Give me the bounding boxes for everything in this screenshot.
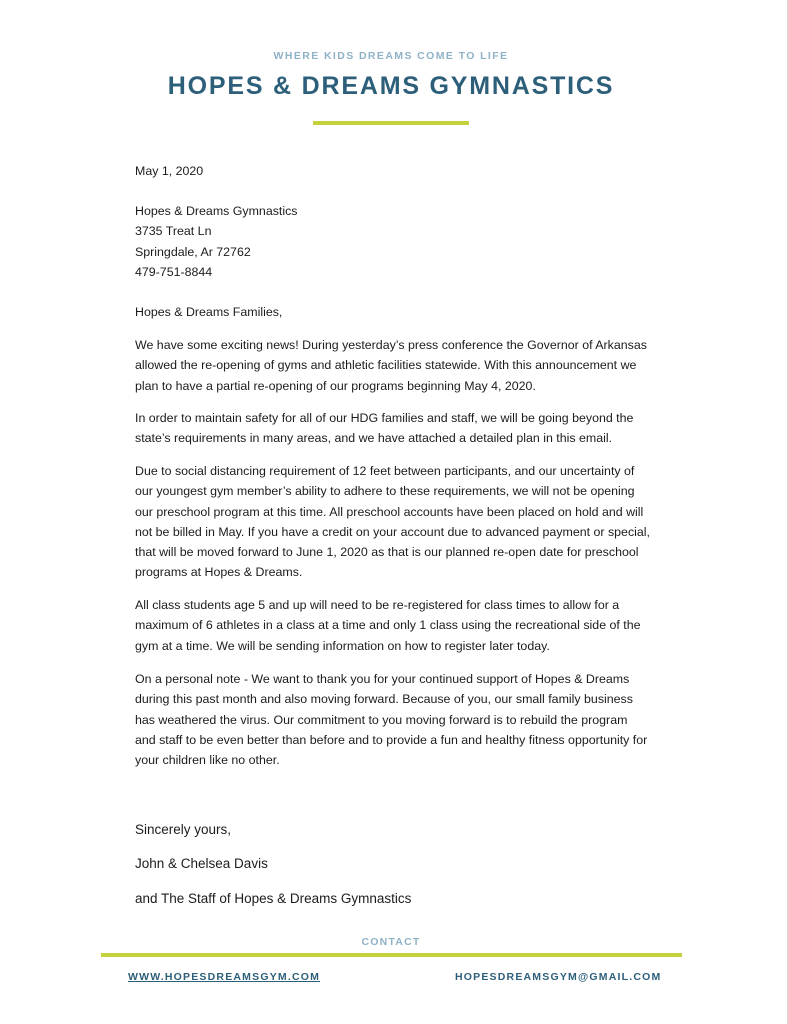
footer-accent-bar	[101, 953, 682, 957]
body-paragraph: All class students age 5 and up will need to be re-registered for class times to allow for a maximum of 6 athletes in a class at a time and only 1 class using the recreational side of the gym at a time. We will be sending information on how to register later today.	[135, 598, 641, 653]
website-link[interactable]: WWW.HOPESDREAMSGYM.COM	[128, 971, 321, 983]
body-paragraph: We have some exciting news! During yesterday’s press conference the Governor of Arkansas allowed the re-opening of gyms and athletic facilities statewide. With this announcement we plan to have a partial re-opening of our programs beginning May 4, 2020.	[135, 338, 647, 393]
body-paragraph: Due to social distancing requirement of 12 feet between participants, and our uncertainty of our youngest gym member’s ability to adhere to these requirements, we will not be opening our preschool program at this time. All preschool accounts have been placed on hold and will not be billed in May. If you have a credit on your account due to advanced payment or special, that will be moved forward to June 1, 2020 as that is our planned re-open date for preschool programs at Hopes & Dreams.	[135, 464, 650, 580]
address-line-name: Hopes & Dreams Gymnastics	[135, 204, 298, 218]
address-line-street: 3735 Treat Ln	[135, 224, 212, 239]
body-paragraph: On a personal note - We want to thank you for your continued support of Hopes & Dreams during this past month and also moving forward. Because of you, our small family business has weathered the virus. Our commitment to you moving forward is to rebuild the program and staff to be even better than before and to provide a fun and healthy fitness opportunity for your children like no other.	[135, 672, 648, 768]
address-line-phone: 479-751-8844	[135, 264, 213, 279]
salutation: Hopes & Dreams Families,	[135, 305, 283, 319]
body-paragraph: In order to maintain safety for all of our HDG families and staff, we will be going beyond the state’s requirements in many areas, and we have attached a detailed plan in this email.	[135, 411, 634, 446]
contact-label: CONTACT	[361, 936, 421, 948]
sender-address	[135, 201, 650, 282]
signers: John & Chelsea Davis	[135, 856, 268, 871]
header-accent-bar	[313, 121, 469, 125]
letter-date: May 1, 2020	[135, 164, 204, 178]
letterhead-title: HOPES & DREAMS GYMNASTICS	[167, 72, 615, 100]
tagline: WHERE KIDS DREAMS COME TO LIFE	[273, 50, 509, 62]
staff-signature-line: and The Staff of Hopes & Dreams Gymnastics	[135, 891, 412, 906]
email-link[interactable]: HOPESDREAMSGYM@GMAIL.COM	[455, 971, 662, 983]
closing: Sincerely yours,	[135, 822, 232, 837]
address-line-city: Springdale, Ar 72762	[135, 244, 251, 259]
